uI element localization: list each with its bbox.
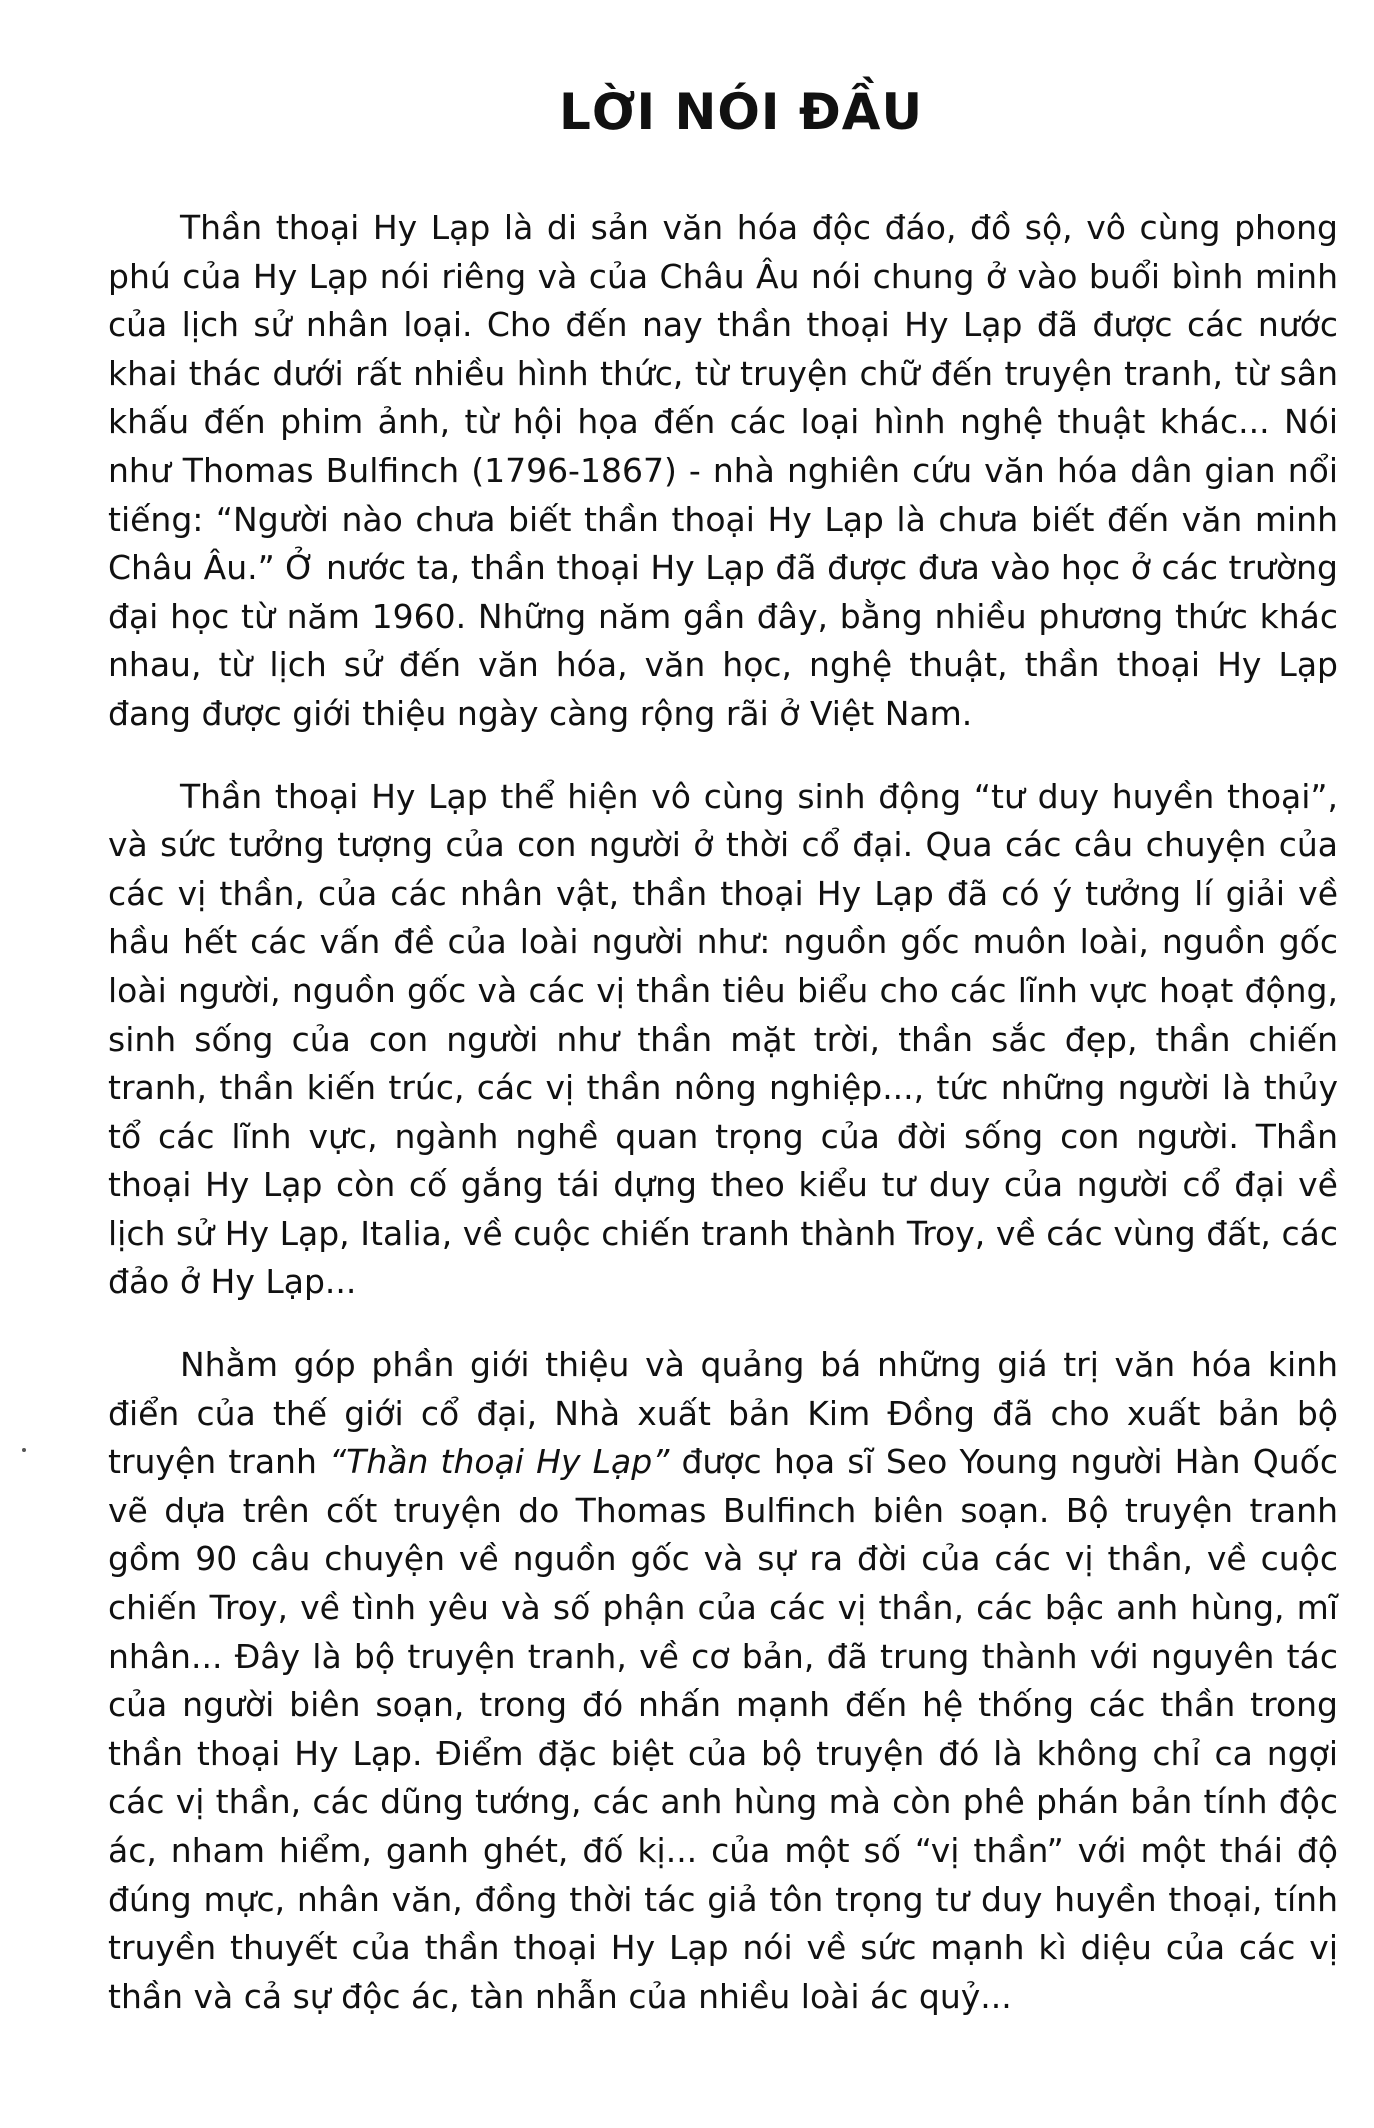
scan-speck: [22, 1448, 26, 1452]
document-body: [108, 204, 1338, 2021]
paragraph-3-text-before: Nhằm góp phần giới thiệu và quảng bá những giá trị văn hóa kinh điển của thế giới cổ đại, Nhà xuất bản Kim Đồng đã cho xuất bản bộ truyện tranh: [108, 1345, 1338, 1482]
paragraph-2: Thần thoại Hy Lạp thể hiện vô cùng sinh động “tư duy huyền thoại”, và sức tưởng tượng của con người ở thời cổ đại. Qua các câu chuyện của các vị thần, của các nhân vật, thần thoại Hy Lạp đã có ý tưởng lí giải về hầu hết các vấn đề của loài người như: nguồn gốc muôn loài, nguồn gốc loài người, nguồn gốc và các vị thần tiêu biểu cho các lĩnh vực hoạt động, sinh sống của con người như thần mặt trời, thần sắc đẹp, thần chiến tranh, thần kiến trúc, các vị thần nông nghiệp..., tức những người là thủy tổ các lĩnh vực, ngành nghề quan trọng của đời sống con người. Thần thoại Hy Lạp còn cố gắng tái dựng theo kiểu tư duy của người cổ đại về lịch sử Hy Lạp, Italia, về cuộc chiến tranh thành Troy, về các vùng đất, các đảo ở Hy Lạp...: [108, 776, 1338, 1302]
paragraph-3: [108, 1341, 1338, 2021]
paragraph-3-text-after: được họa sĩ Seo Young người Hàn Quốc vẽ dựa trên cốt truyện do Thomas Bulfinch biên soạn. Bộ truyện tranh gồm 90 câu chuyện về nguồn gốc và sự ra đời của các vị thần, về cuộc chiến Troy, về tình yêu và số phận của các vị thần, các bậc anh hùng, mĩ nhân... Đây là bộ truyện tranh, về cơ bản, đã trung thành với nguyên tác của người biên soạn, trong đó nhấn mạnh đến hệ thống các thần trong thần thoại Hy Lạp. Điểm đặc biệt của bộ truyện đó là không chỉ ca ngợi các vị thần, các dũng tướng, các anh hùng mà còn phê phán bản tính độc ác, nham hiểm, ganh ghét, đố kị... của một số “vị thần” với một thái độ đúng mực, nhân văn, đồng thời tác giả tôn trọng tư duy huyền thoại, tính truyền thuyết của thần thoại Hy Lạp nói về sức mạnh kì diệu của các vị thần và cả sự độc ác, tàn nhẫn của nhiều loài ác quỷ...: [108, 1442, 1338, 2016]
page-title: LỜI NÓI ĐẦU: [558, 83, 924, 141]
book-title-italic: “Thần thoại Hy Lạp”: [329, 1442, 670, 1482]
paragraph-1: Thần thoại Hy Lạp là di sản văn hóa độc đáo, đồ sộ, vô cùng phong phú của Hy Lạp nói riêng và của Châu Âu nói chung ở vào buổi bình minh của lịch sử nhân loại. Cho đến nay thần thoại Hy Lạp đã được các nước khai thác dưới rất nhiều hình thức, từ truyện chữ đến truyện tranh, từ sân khấu đến phim ảnh, từ hội họa đến các loại hình nghệ thuật khác... Nói như Thomas Bulfinch (1796-1867) - nhà nghiên cứu văn hóa dân gian nổi tiếng: “Người nào chưa biết thần thoại Hy Lạp là chưa biết đến văn minh Châu Âu.” Ở nước ta, thần thoại Hy Lạp đã được đưa vào học ở các trường đại học từ năm 1960. Những năm gần đây, bằng nhiều phương thức khác nhau, từ lịch sử đến văn hóa, văn học, nghệ thuật, thần thoại Hy Lạp đang được giới thiệu ngày càng rộng rãi ở Việt Nam.: [108, 208, 1338, 733]
